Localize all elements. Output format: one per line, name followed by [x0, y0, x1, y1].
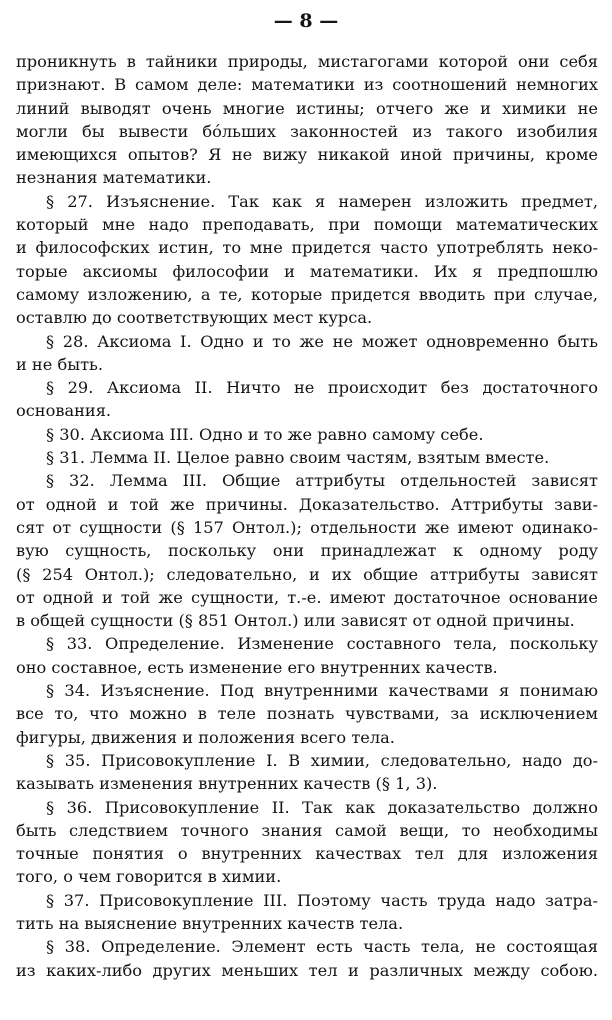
paragraph — [16, 423, 598, 446]
text-line: имеющихся опытов? Я не вижу никакой иной причины, кроме — [16, 145, 598, 165]
text-line: § 27. Изъяснение. Так как я намерен изложить предмет, — [46, 191, 598, 211]
text-line: незнания математики. — [16, 168, 212, 188]
paragraph — [16, 376, 598, 423]
text-line: § 29. Аксиома II. Ничто не происходит без достаточного — [46, 378, 598, 398]
text-line: § 34. Изъяснение. Под внутренними качествами я понимаю — [46, 681, 598, 701]
text-line: § 31. Лемма II. Целое равно своим частям, взятым вместе. — [46, 448, 550, 468]
text-line: § 35. Присовокупление I. В химии, следовательно, надо до- — [46, 750, 598, 770]
text-line: и философских истин, то мне придется часто употреблять неко- — [16, 238, 598, 258]
text-line: (§ 254 Онтол.); следовательно, и их общие аттрибуты зависят — [16, 564, 598, 584]
text-line: из каких-либо других меньших тел и различных между собою. — [16, 960, 598, 980]
text-line: торые аксиомы философии и математики. Их я предпошлю — [16, 261, 598, 281]
text-line: § 30. Аксиома III. Одно и то же равно самому себе. — [46, 424, 484, 444]
paragraph — [16, 469, 598, 632]
paragraph — [16, 749, 598, 796]
text-line: от одной и той же причины. Доказательство. Аттрибуты зави- — [16, 494, 598, 514]
text-line: § 28. Аксиома I. Одно и то же не может одновременно быть — [46, 331, 598, 351]
body-text — [16, 50, 598, 982]
text-line: казывать изменения внутренних качеств (§ 1, 3). — [16, 774, 438, 794]
paragraph — [16, 935, 598, 982]
text-line: самому изложению, а те, которые придется вводить при случае, — [16, 284, 598, 304]
text-line: тить на выяснение внутренних качеств тела. — [16, 913, 404, 933]
paragraph — [16, 330, 598, 377]
text-line: проникнуть в тайники природы, мистагогами которой они себя — [16, 52, 598, 71]
paragraph — [16, 679, 598, 749]
text-line: вую сущность, поскольку они принадлежат к одному роду — [16, 541, 598, 561]
paragraph — [16, 190, 598, 330]
text-line: от одной и той же сущности, т.-е. имеют достаточное основание — [16, 587, 598, 607]
text-line: оно составное, есть изменение его внутренних качеств. — [16, 657, 498, 677]
text-line: § 36. Присовокупление II. Так как доказательство должно — [46, 797, 598, 817]
text-line: в общей сущности (§ 851 Онтол.) или зависят от одной причины. — [16, 611, 575, 631]
text-line: § 33. Определение. Изменение составного тела, поскольку — [46, 634, 598, 654]
text-line: § 32. Лемма III. Общие аттрибуты отдельностей зависят — [46, 471, 598, 491]
text-line: точные понятия о внутренних качествах тел для изложения — [16, 844, 598, 864]
paragraph — [16, 796, 598, 889]
paragraph — [16, 50, 598, 190]
text-line: § 38. Определение. Элемент есть часть тела, не состоящая — [46, 937, 598, 957]
text-line: линий выводят очень многие истины; отчего же и химики не — [16, 98, 598, 118]
paragraph — [16, 446, 598, 469]
text-line: сят от сущности (§ 157 Онтол.); отдельности же имеют одинако- — [16, 517, 598, 537]
text-line: могли бы вывести бо́льших законностей из такого изобилия — [16, 121, 598, 141]
text-line: § 37. Присовокупление III. Поэтому часть труда надо затра- — [46, 890, 598, 910]
text-line: и не быть. — [16, 354, 103, 374]
paragraph — [16, 889, 598, 936]
text-line: признают. В самом деле: математики из соотношений немногих — [16, 75, 598, 95]
text-line: фигуры, движения и положения всего тела. — [16, 727, 395, 747]
text-line: основания. — [16, 401, 112, 421]
text-line: оставлю до соответствующих мест курса. — [16, 308, 373, 328]
text-line: быть следствием точного знания самой вещи, то необходимы — [16, 820, 598, 840]
text-line: того, о чем говорится в химии. — [16, 867, 282, 887]
text-line: который мне надо преподавать, при помощи математических — [16, 215, 598, 235]
paragraph — [16, 632, 598, 679]
page-number: — 8 — — [273, 10, 339, 32]
text-line: все то, что можно в теле познать чувствами, за исключением — [16, 704, 598, 724]
